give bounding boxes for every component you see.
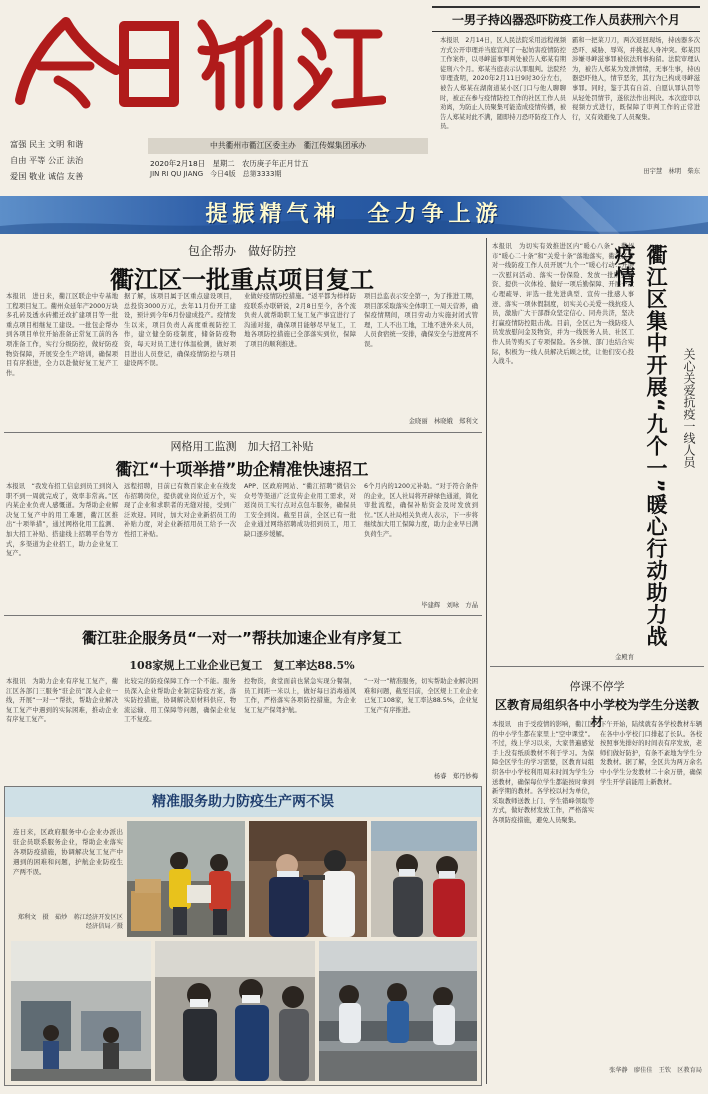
column-divider [486, 238, 487, 1084]
core-values-line: 自由 平等 公正 法治 [10, 155, 84, 165]
issue-date: 2020年2月18日 星期二 农历庚子年正月廿五 [150, 159, 309, 168]
photo-volunteers-boxes [127, 821, 245, 937]
sidebar-vertical-tag: 关心关爱抗疫一线人员 [682, 348, 696, 468]
article-col: 据了解，该项目属于区重点建设项目，总投资3000万元，去年11月份开工建设，预计到今年6月份建成投产。疫情发生以来，项目负责人高度重视防控工作，建立健全防疫制度，储备防疫物资，每天对员工进行体温检测，做好项目进出人员登记，确保疫情防控与项目建设两不误。 [124, 293, 236, 368]
article-hiring [0, 434, 484, 614]
divider [490, 666, 704, 667]
photo-masked-workers [371, 821, 477, 937]
top-news [432, 0, 708, 182]
slogan-banner [0, 196, 708, 234]
article-key-projects [0, 240, 484, 430]
sidebar-byline: 金殿育 [615, 654, 634, 661]
top-news-headline: 一男子持凶器恐吓防疫工作人员获刑六个月 [432, 6, 700, 32]
photo-credit: 郑利文 摄 茹炒 蒋江经济开发区区经济信局／摄 [17, 914, 123, 930]
article-kicker: 包企帮办 做好防控 [187, 244, 296, 258]
article-col: 本报讯 由于受疫情的影响，衢江区的中小学生都在家里上“空中课堂”。不过，线上学习以来，大家普遍感觉手上没有纸质教材不利于学习。为保障全区学生的学习需要，区教育局组织各中小学校利用周末时间为学生分送教材，确保每位学生都能按时拿到新学期的教材。各学校以村为单位，采取教师送教上门、学生错峰领取等方式，做好教材发放工作，严格落实各项防疫措施，避免人员聚集。 [492, 721, 594, 824]
article-headline: 衢江区一批重点项目复工 [110, 266, 374, 294]
article-enterprise-service [0, 617, 484, 785]
article-col: 控物资，食堂面前也紧急实现分餐制，员工间距一米以上，做好每日消毒通风工作，严格落实各项防控措施，为企业复工复产保驾护航。 [244, 678, 356, 714]
article-col: APP、区政府网站、“衢江招聘”微信公众号等渠道广泛宣传企业用工需求，对返岗员工实行点对点包车服务，确保员工安全到岗。截至目前，全区已有一批企业通过网络招聘成功招到员工，用工缺口逐步缓解。 [244, 483, 356, 538]
article-subheadline: 108家规上工业企业已复工 复工率达88.5% [129, 659, 355, 672]
core-values-line: 富强 民主 文明 和谐 [10, 139, 84, 149]
article-col: 远程招聘，目前已有数百家企业在线发布招聘岗位，提供就业岗位近万个，实现了企业和求职者的无缝对接，受到广泛欢迎。同时，加大对企业新招员工的补贴力度，对企业新招用员工给予一次性招工补贴。 [124, 483, 236, 538]
sidebar-vertical-headline: 衢江区集中开展“九个一”暖心行动助力战疫情 [612, 244, 668, 648]
photo-temperature-check [249, 821, 367, 937]
newspaper-logo [6, 10, 386, 114]
article-headline: 区教育局组织各中小学校为学生分送教材 [494, 698, 699, 729]
article-kicker: 停课不停学 [569, 680, 625, 693]
issue-code: JIN RI QU JIANG 今日4版 总第3333期 [150, 170, 282, 178]
sidebar-care-action [490, 238, 708, 666]
article-byline: 金晓丽 林晓娥 郑利文 [408, 418, 478, 425]
logo-emblem [6, 10, 386, 114]
banner-text: 提振精气神 全力争上游 [205, 202, 503, 227]
top-news-col1: 本报讯 2月14日，区人民法院采用远程视频方式公开审理并当庭宣判了一起妨害疫情防控工作案件，以寻衅滋事罪判处被告人郑某有期徒刑六个月。郑某当庭表示认罪服判。法院经审理查明，2020年2月11日9时30分左右，被告人郑某在湖南道某小区门口与他人聊聊时，被正在参与疫情防控工作的社区工作人员劝离，为防止人员聚集可能造成疫情传播，被告人郑某对此不满，随即持刀恐吓防疫工作人员。 [440, 37, 566, 131]
article-col: 下午开始，陆续就有各学校教材车辆在各中小学校门口排起了长队。各校按照事先排好的时间表有序发放，老师们做好防护，有条不紊地为学生分发教材。据了解，全区共为两万余名中小学生分发教材二十余万册，确保学生开学前能用上新教材。 [600, 721, 702, 786]
article-col: “一对一”精准服务，切实帮助企业解决困难和问题，截至目前，全区规上工业企业已复工108家，复工率达88.5%，企业复工复产有序推进。 [364, 678, 478, 714]
photo-caption: 连日来，区政府服务中心企业办派出驻企员联系服务企业，帮助企业落实各项防疫措施，协调解决复工复产中遇到的困难和问题，护航企业防疫生产两不误。 [13, 828, 123, 876]
article-col: 项目总监表示安全第一，为了推进工期，项目部采取落实全体职工一周天营养，确保疫情期间，项目劳动力实施封闭式管理，工人不出工地，工地不进外来人员，人员食宿统一安排，确保安全与进度两不误。 [364, 293, 478, 348]
photo-factory-floor [11, 941, 151, 1081]
sponsor-bar: 中共衢州市衢江区委主办 衢江传媒集团承办 [148, 138, 428, 154]
article-kicker: 网格用工监测 加大招工补贴 [170, 440, 314, 453]
article-textbooks [490, 668, 708, 1088]
article-byline: 张华静 廖佳佳 王钦 区教育局 [609, 1067, 702, 1074]
core-values [10, 136, 120, 184]
article-byline: 杨睿 郑丹妙梅 [433, 773, 478, 780]
top-news-col2: 霸和一把菜刀刀，两次返回现场，持凶器多次恐吓、威胁、辱骂，并挑起人身冲突。郑某因涉嫌寻衅滋事罪被依法刑事拘留。法院审理认为，被告人郑某为发泄情绪，无事生事，持凶器恐吓他人，情节恶劣，其行为已构成寻衅滋事罪。同时，鉴于其有自首、自愿认罪认罚等从轻处罚情节，遂依法作出判决。本次庭审以视频方式进行，既保障了审判工作的正常进行，又有效避免了人员聚集。 [572, 37, 700, 121]
article-col: 本报讯 为助力企业有序复工复产，衢江区各部门三服务“驻企员”深入企业一线，开展“一对一”帮扶，帮助企业解决复工复产中遇到的实际困难，推动企业有序复工复产。 [6, 678, 118, 724]
top-news-byline: 田宇慧 林明 柴东 [643, 168, 700, 175]
photo-production-line [319, 941, 477, 1081]
sidebar-body: 本报讯 为切实有效推进区内“暖心八条”，衢州市“暖心二十条”和“关爱十条”落地落实，衢江区针对一线防疫工作人员开展“九个一”暖心行动：开展一次慰问活动、落实一份保险、发放一批防护物资、提供一次体检、做好一项后勤保障、开展一次心理疏导、评选一批先进典型、宣传一批感人事迹、落实一项休假制度，切实关心关爱一线抗疫人员，激励广大干部群众坚定信心、同舟共济，坚决打赢疫情防控阻击战。目前，全区已为一线防疫人员发放慰问金及物资，并为一线医务人员、社区工作人员等购买了专项保险。各乡镇、部门也结合实际，积极为一线人员解决后顾之忧，让他们安心投入战斗。 [492, 243, 634, 366]
article-col: 业做好疫情防控措施。“返平都为样样防疫联系办联研说，2月8日至今，各个流负责人就帮助职工复工复产事宜进行了沟通对接，确保项目能够尽早复工，工地各项防控措施已全部落实到位，保障了项目的顺利推进。 [244, 293, 356, 348]
divider [4, 615, 482, 616]
photo-feature-headline: 精准服务助力防疫生产两不误 [5, 787, 481, 817]
masthead [0, 0, 430, 182]
article-col: 比较完的防疫保障工作一个不能。服务员深入企业帮助企业制定防疫方案，落实防控措施，协调解决原材料供应、物流运输、用工保障等问题，确保企业复工不复疫。 [124, 678, 236, 724]
article-col: 本报讯 进日来，衢江区联企中专基地工程项目复工。衢州众延年产2000万块多孔砖及透水砖搬迁改扩建项目等一批重点项目相继复工建设。一批包企帮办到各项目单位开始准备正常复工前的各项准备工作，实行分级防控，做好防疫物资保障，开展安全生产培训，确保项目有序推进，全力以赴做好复工复产工作。 [6, 293, 118, 377]
divider [4, 432, 482, 433]
article-byline: 毕建辉 刘咏 方晶 [421, 602, 478, 609]
core-values-line: 爱国 敬业 诚信 友善 [10, 171, 84, 181]
photo-workshop-inspection [155, 941, 315, 1081]
article-headline: 衢江驻企服务员“一对一”帮扶加速企业有序复工 [82, 629, 402, 647]
article-col: 本报讯 “我发布招工信息到员工到岗入职不到一周就完成了，效率非常高。”区内某企业负责人感慨道。为帮助企业解决复工复产中的用工难题，衢江区推出“十项举措”，通过网格化用工监测、加大招工补贴、搭建线上招聘平台等方式，多渠道为企业招工，助力企业复工复产。 [6, 483, 118, 558]
article-headline: 衢江“十项举措”助企精准快速招工 [115, 460, 369, 479]
photo-feature [4, 786, 482, 1086]
article-col: 6个月内的1200元补助。“对于符合条件的企业，区人社局将开辟绿色通道，简化审批流程，确保补贴资金及时发放到位。”区人社局相关负责人表示，下一步将继续加大用工保障力度，助力企业早日满负荷生产。 [364, 483, 478, 538]
